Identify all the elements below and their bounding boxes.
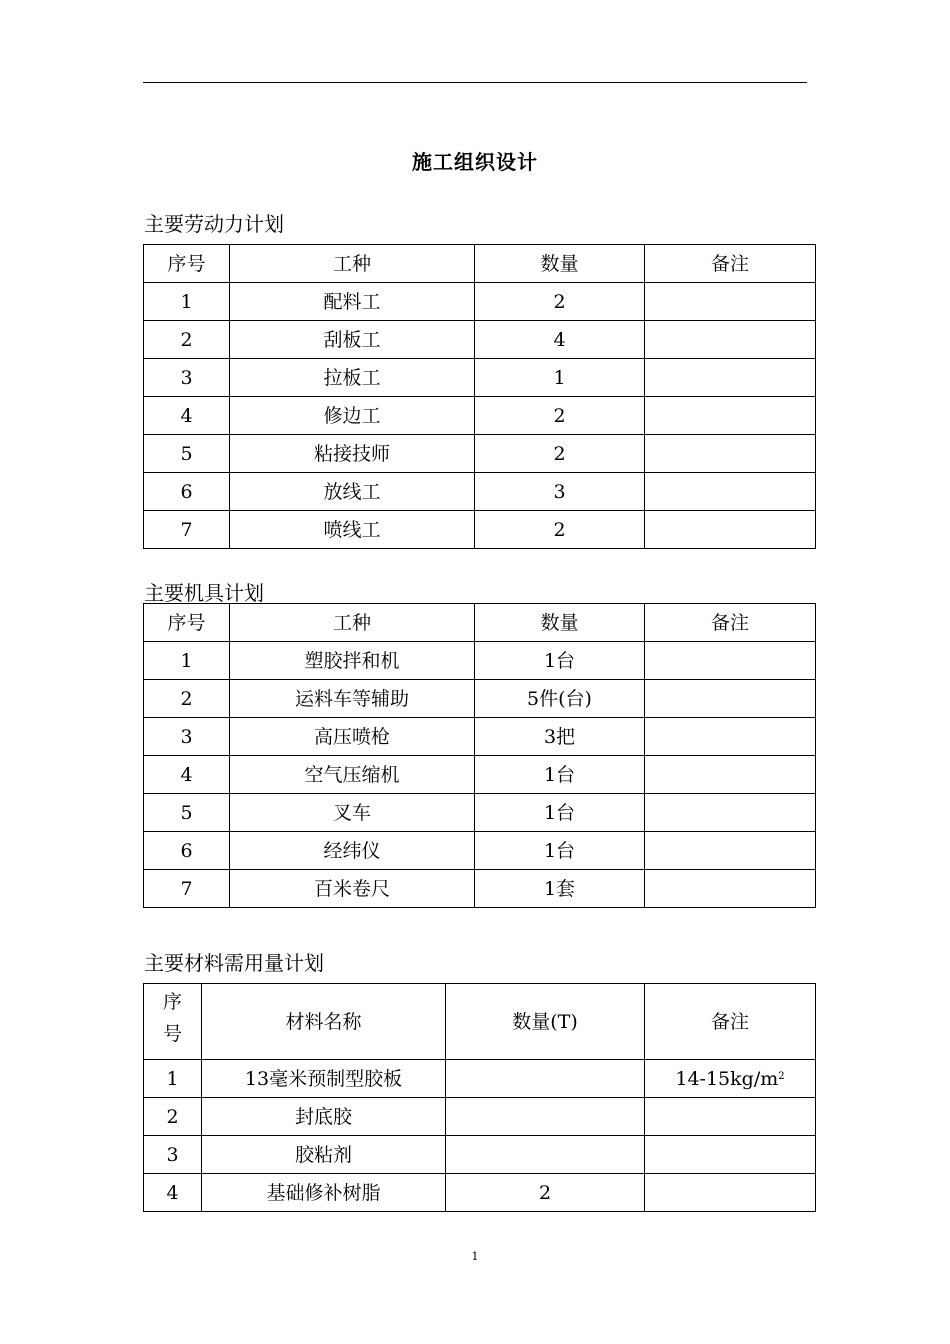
table-cell <box>645 1136 816 1174</box>
table-cell <box>645 1098 816 1136</box>
table-cell: 2 <box>144 321 230 359</box>
table-cell: 4 <box>144 1174 202 1212</box>
table-cell: 封底胶 <box>202 1098 446 1136</box>
header-cell: 工种 <box>230 245 475 283</box>
table-row <box>144 511 816 549</box>
table-cell: 放线工 <box>230 473 475 511</box>
header-cell: 数量 <box>475 245 645 283</box>
table-cell: 高压喷枪 <box>230 718 475 756</box>
table-header-row <box>144 245 816 283</box>
table-cell <box>645 718 816 756</box>
table-cell: 4 <box>475 321 645 359</box>
table-cell <box>645 321 816 359</box>
table-cell: 1台 <box>475 832 645 870</box>
table-cell: 7 <box>144 870 230 908</box>
table-cell: 6 <box>144 473 230 511</box>
table-cell: 13毫米预制型胶板 <box>202 1060 446 1098</box>
note-text: 14-15kg/m <box>675 1068 779 1090</box>
header-cell: 数量 <box>475 604 645 642</box>
material-plan-title: 主要材料需用量计划 <box>144 951 324 975</box>
table-cell: 胶粘剂 <box>202 1136 446 1174</box>
table-cell: 配料工 <box>230 283 475 321</box>
table-row <box>144 832 816 870</box>
table-row <box>144 870 816 908</box>
table-cell: 运料车等辅助 <box>230 680 475 718</box>
table-row <box>144 473 816 511</box>
header-cell: 备注 <box>645 984 816 1060</box>
header-cell: 序号 <box>144 245 230 283</box>
table-cell <box>645 1174 816 1212</box>
table-cell: 3 <box>144 359 230 397</box>
header-cell-seq <box>144 984 202 1060</box>
table-row <box>144 680 816 718</box>
table-header-row <box>144 604 816 642</box>
table-cell: 刮板工 <box>230 321 475 359</box>
table-cell: 1 <box>475 359 645 397</box>
table-cell: 2 <box>144 680 230 718</box>
equipment-plan-title: 主要机具计划 <box>144 581 264 605</box>
table-cell: 1 <box>144 1060 202 1098</box>
header-seq-line1: 序 <box>162 991 182 1013</box>
header-cell: 数量(T) <box>446 984 645 1060</box>
equipment-plan-table <box>143 603 816 908</box>
table-row <box>144 718 816 756</box>
table-row <box>144 1098 816 1136</box>
table-cell: 2 <box>475 435 645 473</box>
header-cell: 工种 <box>230 604 475 642</box>
table-cell: 1 <box>144 642 230 680</box>
table-row <box>144 397 816 435</box>
table-cell: 叉车 <box>230 794 475 832</box>
table-cell: 2 <box>144 1098 202 1136</box>
table-cell <box>446 1098 645 1136</box>
page-number: 1 <box>471 1250 479 1263</box>
table-row <box>144 642 816 680</box>
table-cell: 经纬仪 <box>230 832 475 870</box>
table-header-row <box>144 984 816 1060</box>
table-cell: 百米卷尺 <box>230 870 475 908</box>
table-row <box>144 359 816 397</box>
table-cell: 空气压缩机 <box>230 756 475 794</box>
table-row <box>144 435 816 473</box>
table-cell <box>645 359 816 397</box>
table-cell: 2 <box>446 1174 645 1212</box>
table-cell: 2 <box>475 397 645 435</box>
table-cell <box>446 1060 645 1098</box>
note-superscript: 2 <box>778 1071 785 1082</box>
table-cell <box>645 832 816 870</box>
table-cell <box>645 680 816 718</box>
table-cell: 5 <box>144 794 230 832</box>
table-cell <box>645 283 816 321</box>
table-cell: 1台 <box>475 756 645 794</box>
table-cell <box>645 1060 816 1098</box>
header-seq-line2: 号 <box>162 1023 182 1045</box>
table-cell: 2 <box>475 283 645 321</box>
table-cell <box>645 794 816 832</box>
table-row <box>144 794 816 832</box>
table-cell <box>645 397 816 435</box>
table-cell <box>645 756 816 794</box>
table-cell: 修边工 <box>230 397 475 435</box>
material-plan-table <box>143 983 816 1212</box>
table-row <box>144 1136 816 1174</box>
table-cell <box>645 435 816 473</box>
table-cell: 3把 <box>475 718 645 756</box>
header-cell: 备注 <box>645 245 816 283</box>
table-cell: 6 <box>144 832 230 870</box>
table-cell <box>645 473 816 511</box>
table-row <box>144 321 816 359</box>
table-cell: 粘接技师 <box>230 435 475 473</box>
table-row <box>144 283 816 321</box>
header-cell: 备注 <box>645 604 816 642</box>
table-row <box>144 756 816 794</box>
table-cell: 5 <box>144 435 230 473</box>
table-cell: 1 <box>144 283 230 321</box>
table-cell: 3 <box>144 718 230 756</box>
table-cell: 2 <box>475 511 645 549</box>
table-cell: 基础修补树脂 <box>202 1174 446 1212</box>
table-cell: 1套 <box>475 870 645 908</box>
table-cell: 拉板工 <box>230 359 475 397</box>
table-cell: 5件(台) <box>475 680 645 718</box>
table-cell: 7 <box>144 511 230 549</box>
table-cell: 3 <box>144 1136 202 1174</box>
table-cell: 3 <box>475 473 645 511</box>
document-title: 施工组织设计 <box>412 150 538 174</box>
header-rule <box>143 82 807 83</box>
labor-plan-title: 主要劳动力计划 <box>144 212 284 236</box>
table-cell: 1台 <box>475 642 645 680</box>
table-cell <box>645 870 816 908</box>
table-cell: 1台 <box>475 794 645 832</box>
table-cell: 4 <box>144 756 230 794</box>
table-row <box>144 1060 816 1098</box>
table-cell: 塑胶拌和机 <box>230 642 475 680</box>
header-cell: 材料名称 <box>202 984 446 1060</box>
table-cell <box>446 1136 645 1174</box>
table-cell <box>645 511 816 549</box>
table-row <box>144 1174 816 1212</box>
table-cell: 4 <box>144 397 230 435</box>
labor-plan-table <box>143 244 816 549</box>
table-cell <box>645 642 816 680</box>
table-cell: 喷线工 <box>230 511 475 549</box>
header-cell: 序号 <box>144 604 230 642</box>
